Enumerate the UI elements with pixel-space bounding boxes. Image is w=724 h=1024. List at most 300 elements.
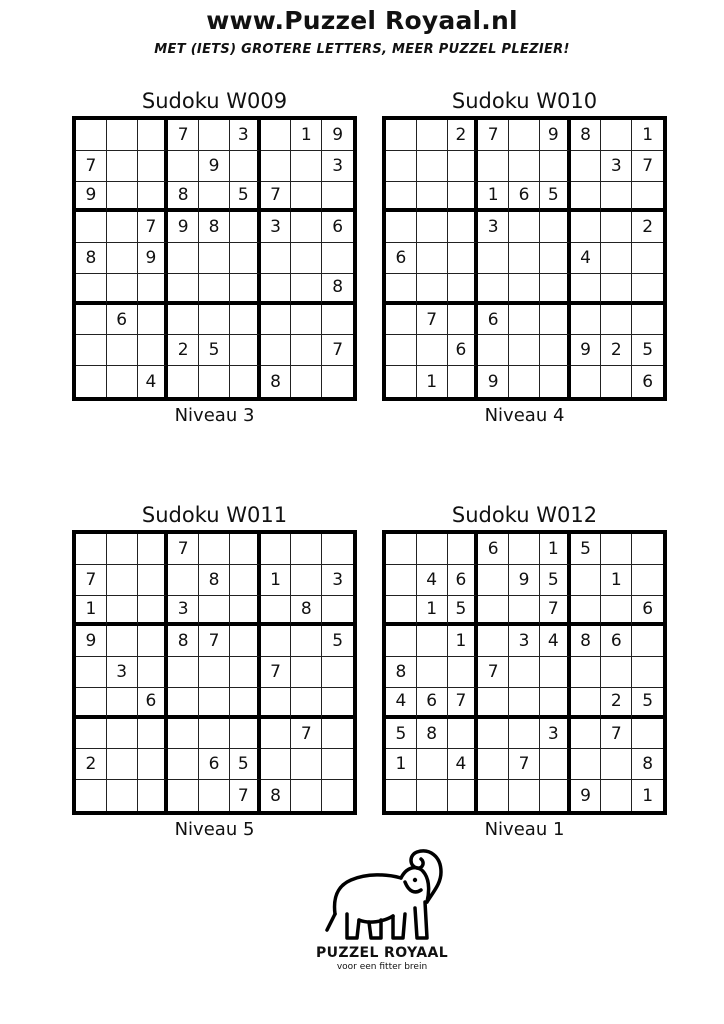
given-cell: 2 (168, 335, 199, 366)
empty-cell[interactable] (138, 151, 169, 182)
empty-cell[interactable] (571, 596, 602, 627)
empty-cell[interactable] (509, 335, 540, 366)
empty-cell[interactable] (291, 534, 322, 565)
elephant-icon (317, 842, 447, 947)
empty-cell[interactable] (632, 534, 663, 565)
empty-cell[interactable] (261, 305, 292, 336)
given-cell: 1 (478, 182, 509, 213)
empty-cell[interactable] (448, 534, 479, 565)
empty-cell[interactable] (76, 274, 107, 305)
empty-cell[interactable] (571, 565, 602, 596)
empty-cell[interactable] (261, 243, 292, 274)
empty-cell[interactable] (230, 335, 261, 366)
given-cell: 2 (448, 120, 479, 151)
empty-cell[interactable] (540, 274, 571, 305)
empty-cell[interactable] (261, 151, 292, 182)
empty-cell[interactable] (509, 243, 540, 274)
empty-cell[interactable] (478, 274, 509, 305)
empty-cell[interactable] (261, 688, 292, 719)
empty-cell[interactable] (199, 182, 230, 213)
empty-cell[interactable] (478, 151, 509, 182)
given-cell: 6 (601, 626, 632, 657)
empty-cell[interactable] (168, 780, 199, 811)
given-cell: 3 (478, 212, 509, 243)
empty-cell[interactable] (540, 366, 571, 397)
empty-cell[interactable] (632, 657, 663, 688)
empty-cell[interactable] (601, 120, 632, 151)
empty-cell[interactable] (571, 749, 602, 780)
empty-cell[interactable] (448, 212, 479, 243)
empty-cell[interactable] (478, 719, 509, 750)
empty-cell[interactable] (291, 366, 322, 397)
empty-cell[interactable] (632, 719, 663, 750)
empty-cell[interactable] (386, 335, 417, 366)
given-cell: 3 (540, 719, 571, 750)
empty-cell[interactable] (632, 305, 663, 336)
empty-cell[interactable] (509, 305, 540, 336)
given-cell: 7 (448, 688, 479, 719)
empty-cell[interactable] (322, 688, 353, 719)
empty-cell[interactable] (199, 120, 230, 151)
empty-cell[interactable] (448, 182, 479, 213)
empty-cell[interactable] (386, 151, 417, 182)
given-cell: 7 (601, 719, 632, 750)
empty-cell[interactable] (138, 182, 169, 213)
empty-cell[interactable] (571, 274, 602, 305)
given-cell: 7 (261, 182, 292, 213)
empty-cell[interactable] (417, 120, 448, 151)
empty-cell[interactable] (138, 749, 169, 780)
empty-cell[interactable] (417, 274, 448, 305)
given-cell: 2 (632, 212, 663, 243)
empty-cell[interactable] (478, 596, 509, 627)
given-cell: 1 (291, 120, 322, 151)
empty-cell[interactable] (138, 565, 169, 596)
empty-cell[interactable] (601, 366, 632, 397)
empty-cell[interactable] (107, 212, 138, 243)
given-cell: 7 (478, 657, 509, 688)
given-cell: 7 (509, 749, 540, 780)
empty-cell[interactable] (138, 626, 169, 657)
given-cell: 5 (199, 335, 230, 366)
empty-cell[interactable] (322, 719, 353, 750)
given-cell: 6 (478, 534, 509, 565)
sudoku-grid (382, 116, 667, 401)
sudoku-puzzle-w010 (382, 86, 667, 430)
empty-cell[interactable] (138, 657, 169, 688)
puzzle-title: Sudoku W011 (141, 503, 288, 527)
empty-cell[interactable] (540, 780, 571, 811)
given-cell: 8 (199, 565, 230, 596)
sudoku-puzzle-w011 (72, 500, 357, 844)
empty-cell[interactable] (107, 719, 138, 750)
empty-cell[interactable] (322, 657, 353, 688)
empty-cell[interactable] (417, 335, 448, 366)
empty-cell[interactable] (291, 688, 322, 719)
given-cell: 7 (417, 305, 448, 336)
empty-cell[interactable] (509, 274, 540, 305)
empty-cell[interactable] (291, 274, 322, 305)
given-cell: 1 (632, 120, 663, 151)
empty-cell[interactable] (540, 335, 571, 366)
empty-cell[interactable] (107, 151, 138, 182)
empty-cell[interactable] (386, 565, 417, 596)
empty-cell[interactable] (168, 719, 199, 750)
given-cell: 8 (261, 366, 292, 397)
puzzle-title: Sudoku W009 (141, 89, 288, 113)
logo-tagline: voor een fitter brein (336, 962, 428, 972)
empty-cell[interactable] (571, 182, 602, 213)
logo-name: PUZZEL ROYAAL (315, 945, 449, 961)
empty-cell[interactable] (230, 534, 261, 565)
puzzle-level: Niveau 4 (484, 405, 565, 426)
given-cell: 7 (138, 212, 169, 243)
given-cell: 8 (261, 780, 292, 811)
empty-cell[interactable] (230, 626, 261, 657)
empty-cell[interactable] (601, 749, 632, 780)
empty-cell[interactable] (540, 305, 571, 336)
empty-cell[interactable] (230, 366, 261, 397)
given-cell: 6 (448, 565, 479, 596)
empty-cell[interactable] (168, 366, 199, 397)
empty-cell[interactable] (632, 182, 663, 213)
empty-cell[interactable] (386, 596, 417, 627)
empty-cell[interactable] (540, 749, 571, 780)
empty-cell[interactable] (230, 688, 261, 719)
given-cell: 6 (138, 688, 169, 719)
empty-cell[interactable] (386, 274, 417, 305)
empty-cell[interactable] (107, 120, 138, 151)
empty-cell[interactable] (107, 565, 138, 596)
empty-cell[interactable] (632, 243, 663, 274)
sudoku-puzzle-w009 (72, 86, 357, 430)
empty-cell[interactable] (138, 120, 169, 151)
empty-cell[interactable] (601, 305, 632, 336)
empty-cell[interactable] (199, 657, 230, 688)
empty-cell[interactable] (417, 749, 448, 780)
empty-cell[interactable] (291, 565, 322, 596)
site-title: www.Puzzel Royaal.nl (206, 6, 518, 35)
empty-cell[interactable] (571, 305, 602, 336)
empty-cell[interactable] (107, 243, 138, 274)
empty-cell[interactable] (107, 182, 138, 213)
empty-cell[interactable] (107, 335, 138, 366)
given-cell: 8 (168, 626, 199, 657)
empty-cell[interactable] (107, 749, 138, 780)
empty-cell[interactable] (540, 657, 571, 688)
empty-cell[interactable] (76, 366, 107, 397)
empty-cell[interactable] (601, 212, 632, 243)
empty-cell[interactable] (107, 274, 138, 305)
given-cell: 8 (322, 274, 353, 305)
given-cell: 9 (322, 120, 353, 151)
empty-cell[interactable] (478, 626, 509, 657)
empty-cell[interactable] (386, 182, 417, 213)
empty-cell[interactable] (199, 274, 230, 305)
empty-cell[interactable] (386, 534, 417, 565)
empty-cell[interactable] (261, 749, 292, 780)
empty-cell[interactable] (230, 565, 261, 596)
empty-cell[interactable] (261, 274, 292, 305)
given-cell: 2 (601, 335, 632, 366)
empty-cell[interactable] (199, 780, 230, 811)
empty-cell[interactable] (291, 182, 322, 213)
empty-cell[interactable] (509, 596, 540, 627)
empty-cell[interactable] (509, 120, 540, 151)
empty-cell[interactable] (107, 596, 138, 627)
empty-cell[interactable] (540, 243, 571, 274)
empty-cell[interactable] (417, 626, 448, 657)
empty-cell[interactable] (448, 305, 479, 336)
empty-cell[interactable] (168, 151, 199, 182)
empty-cell[interactable] (386, 305, 417, 336)
empty-cell[interactable] (448, 151, 479, 182)
given-cell: 3 (601, 151, 632, 182)
puzzle-level: Niveau 3 (174, 405, 255, 426)
empty-cell[interactable] (291, 212, 322, 243)
empty-cell[interactable] (76, 688, 107, 719)
given-cell: 9 (168, 212, 199, 243)
given-cell: 7 (261, 657, 292, 688)
site-tagline: MET (IETS) GROTERE LETTERS, MEER PUZZEL PLEZIER! (154, 42, 570, 57)
empty-cell[interactable] (417, 151, 448, 182)
empty-cell[interactable] (509, 151, 540, 182)
empty-cell[interactable] (168, 657, 199, 688)
given-cell: 4 (540, 626, 571, 657)
empty-cell[interactable] (322, 596, 353, 627)
empty-cell[interactable] (168, 688, 199, 719)
given-cell: 5 (386, 719, 417, 750)
empty-cell[interactable] (76, 657, 107, 688)
empty-cell[interactable] (540, 212, 571, 243)
given-cell: 1 (417, 366, 448, 397)
empty-cell[interactable] (76, 120, 107, 151)
empty-cell[interactable] (230, 212, 261, 243)
empty-cell[interactable] (138, 335, 169, 366)
empty-cell[interactable] (571, 151, 602, 182)
sudoku-grid (72, 530, 357, 815)
empty-cell[interactable] (230, 151, 261, 182)
empty-cell[interactable] (509, 780, 540, 811)
given-cell: 2 (601, 688, 632, 719)
empty-cell[interactable] (386, 120, 417, 151)
empty-cell[interactable] (168, 305, 199, 336)
empty-cell[interactable] (138, 305, 169, 336)
empty-cell[interactable] (417, 182, 448, 213)
given-cell: 9 (76, 626, 107, 657)
sudoku-puzzle-w012 (382, 500, 667, 844)
empty-cell[interactable] (478, 688, 509, 719)
given-cell: 6 (199, 749, 230, 780)
empty-cell[interactable] (230, 305, 261, 336)
empty-cell[interactable] (632, 626, 663, 657)
empty-cell[interactable] (199, 688, 230, 719)
empty-cell[interactable] (571, 657, 602, 688)
given-cell: 8 (168, 182, 199, 213)
empty-cell[interactable] (230, 274, 261, 305)
empty-cell[interactable] (322, 780, 353, 811)
empty-cell[interactable] (261, 120, 292, 151)
empty-cell[interactable] (448, 657, 479, 688)
empty-cell[interactable] (601, 274, 632, 305)
empty-cell[interactable] (632, 565, 663, 596)
empty-cell[interactable] (417, 780, 448, 811)
empty-cell[interactable] (601, 534, 632, 565)
empty-cell[interactable] (322, 305, 353, 336)
given-cell: 6 (642, 371, 654, 392)
given-cell: 5 (632, 688, 663, 719)
empty-cell[interactable] (199, 305, 230, 336)
empty-cell[interactable] (199, 243, 230, 274)
empty-cell[interactable] (199, 719, 230, 750)
empty-cell[interactable] (601, 596, 632, 627)
given-cell: 5 (571, 534, 602, 565)
empty-cell[interactable] (230, 243, 261, 274)
empty-cell[interactable] (168, 749, 199, 780)
empty-cell[interactable] (322, 243, 353, 274)
empty-cell[interactable] (291, 305, 322, 336)
empty-cell[interactable] (76, 780, 107, 811)
empty-cell[interactable] (322, 749, 353, 780)
empty-cell[interactable] (509, 688, 540, 719)
empty-cell[interactable] (632, 274, 663, 305)
empty-cell[interactable] (386, 780, 417, 811)
given-cell: 6 (478, 305, 509, 336)
empty-cell[interactable] (199, 596, 230, 627)
empty-cell[interactable] (261, 596, 292, 627)
empty-cell[interactable] (199, 534, 230, 565)
empty-cell[interactable] (291, 243, 322, 274)
empty-cell[interactable] (291, 749, 322, 780)
empty-cell[interactable] (417, 212, 448, 243)
empty-cell[interactable] (230, 596, 261, 627)
given-cell: 6 (386, 243, 417, 274)
empty-cell[interactable] (601, 243, 632, 274)
empty-cell[interactable] (478, 243, 509, 274)
given-cell: 5 (540, 182, 571, 213)
empty-cell[interactable] (76, 534, 107, 565)
empty-cell[interactable] (417, 534, 448, 565)
empty-cell[interactable] (107, 366, 138, 397)
empty-cell[interactable] (199, 366, 230, 397)
empty-cell[interactable] (571, 719, 602, 750)
given-cell: 4 (386, 688, 417, 719)
empty-cell[interactable] (448, 243, 479, 274)
empty-cell[interactable] (448, 780, 479, 811)
empty-cell[interactable] (138, 596, 169, 627)
empty-cell[interactable] (261, 534, 292, 565)
empty-cell[interactable] (417, 243, 448, 274)
empty-cell[interactable] (76, 335, 107, 366)
empty-cell[interactable] (601, 657, 632, 688)
empty-cell[interactable] (509, 366, 540, 397)
empty-cell[interactable] (509, 719, 540, 750)
empty-cell[interactable] (168, 243, 199, 274)
empty-cell[interactable] (107, 626, 138, 657)
empty-cell[interactable] (76, 719, 107, 750)
empty-cell[interactable] (230, 657, 261, 688)
given-cell: 7 (76, 151, 107, 182)
empty-cell[interactable] (261, 626, 292, 657)
empty-cell[interactable] (478, 565, 509, 596)
empty-cell[interactable] (540, 688, 571, 719)
given-cell: 7 (76, 565, 107, 596)
empty-cell[interactable] (138, 780, 169, 811)
empty-cell[interactable] (478, 749, 509, 780)
empty-cell[interactable] (107, 780, 138, 811)
empty-cell[interactable] (76, 305, 107, 336)
given-cell: 9 (76, 182, 107, 213)
empty-cell[interactable] (509, 534, 540, 565)
empty-cell[interactable] (291, 151, 322, 182)
given-cell: 3 (107, 657, 138, 688)
given-cell: 3 (509, 626, 540, 657)
empty-cell[interactable] (261, 719, 292, 750)
empty-cell[interactable] (448, 366, 479, 397)
given-cell: 1 (601, 565, 632, 596)
empty-cell[interactable] (291, 657, 322, 688)
given-cell: 6 (448, 335, 479, 366)
empty-cell[interactable] (107, 534, 138, 565)
empty-cell[interactable] (291, 335, 322, 366)
empty-cell[interactable] (509, 212, 540, 243)
empty-cell[interactable] (168, 565, 199, 596)
empty-cell[interactable] (601, 182, 632, 213)
empty-cell[interactable] (417, 657, 448, 688)
given-cell: 7 (230, 780, 261, 811)
given-cell: 7 (322, 335, 353, 366)
empty-cell[interactable] (386, 366, 417, 397)
puzzle-title: Sudoku W012 (451, 503, 598, 527)
given-cell: 9 (571, 780, 602, 811)
empty-cell[interactable] (571, 212, 602, 243)
empty-cell[interactable] (138, 719, 169, 750)
puzzle-title: Sudoku W010 (451, 89, 598, 113)
empty-cell[interactable] (386, 626, 417, 657)
given-cell: 6 (417, 688, 448, 719)
given-cell: 6 (632, 596, 663, 627)
empty-cell[interactable] (448, 274, 479, 305)
empty-cell[interactable] (322, 366, 353, 397)
empty-cell[interactable] (478, 780, 509, 811)
empty-cell[interactable] (291, 626, 322, 657)
empty-cell[interactable] (478, 335, 509, 366)
empty-cell[interactable] (386, 212, 417, 243)
puzzle-level: Niveau 1 (484, 819, 565, 840)
empty-cell[interactable] (540, 151, 571, 182)
empty-cell[interactable] (138, 274, 169, 305)
given-cell: 9 (478, 366, 509, 397)
empty-cell[interactable] (601, 780, 632, 811)
empty-cell[interactable] (509, 657, 540, 688)
given-cell: 5 (540, 565, 571, 596)
empty-cell[interactable] (322, 534, 353, 565)
empty-cell[interactable] (230, 719, 261, 750)
empty-cell[interactable] (261, 335, 292, 366)
empty-cell[interactable] (322, 182, 353, 213)
empty-cell[interactable] (168, 274, 199, 305)
empty-cell[interactable] (571, 366, 602, 397)
empty-cell[interactable] (571, 688, 602, 719)
empty-cell[interactable] (291, 780, 322, 811)
empty-cell[interactable] (76, 212, 107, 243)
empty-cell[interactable] (107, 688, 138, 719)
empty-cell[interactable] (448, 719, 479, 750)
given-cell: 9 (199, 151, 230, 182)
given-cell: 1 (386, 749, 417, 780)
given-cell: 8 (291, 596, 322, 627)
empty-cell[interactable] (138, 534, 169, 565)
